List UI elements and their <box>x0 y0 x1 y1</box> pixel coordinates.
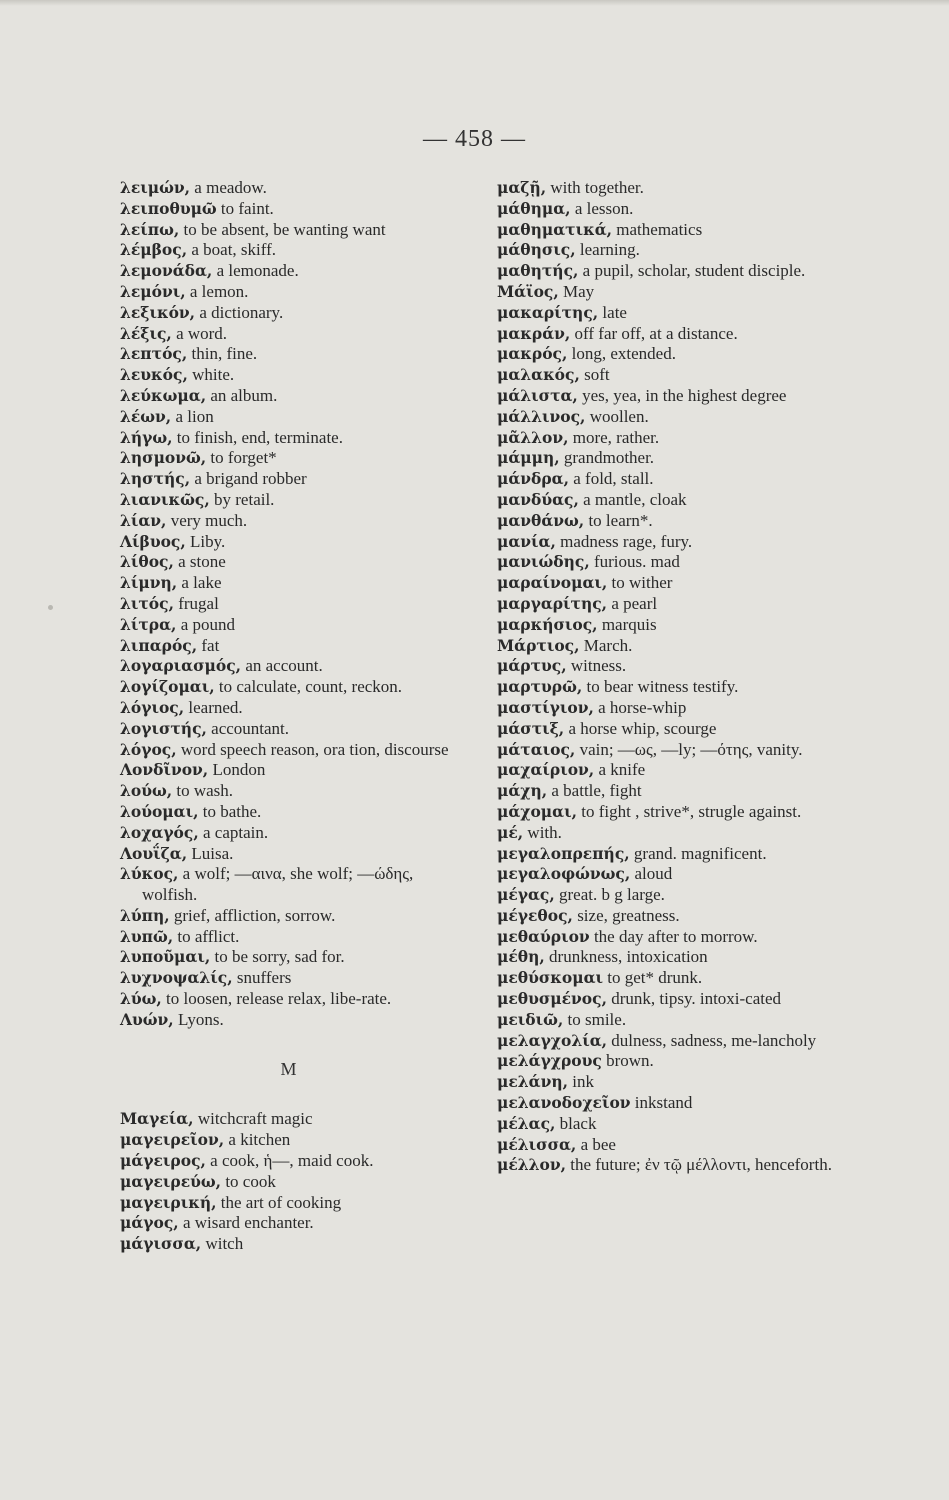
entry-headword: μαγειρεύω, <box>120 1171 222 1191</box>
dictionary-entry <box>120 968 458 989</box>
dictionary-entry <box>120 448 458 469</box>
dictionary-entry <box>497 615 837 636</box>
entry-definition: with. <box>527 822 562 842</box>
dictionary-entry <box>120 677 458 698</box>
dictionary-entry <box>120 864 458 906</box>
entry-definition: a pupil, scholar, student disciple. <box>582 261 806 281</box>
entry-definition: thin, fine. <box>191 344 258 364</box>
entry-headword: λιανικῶς, <box>120 489 210 509</box>
entry-headword: μελαγχολία, <box>497 1030 608 1050</box>
entry-definition: an album. <box>210 385 278 405</box>
entry-definition: a lemonade. <box>216 261 299 281</box>
entry-definition: a pound <box>180 614 235 634</box>
entry-headword: λόγος, <box>120 739 177 759</box>
dictionary-entry <box>120 656 458 677</box>
entry-headword: μαγειρεῖον, <box>120 1130 225 1150</box>
dictionary-entry <box>497 552 837 573</box>
dictionary-entry <box>120 1234 458 1255</box>
entry-headword: μελανοδοχεῖον <box>497 1093 631 1113</box>
entry-headword: μάταιος, <box>497 739 576 759</box>
dictionary-entry <box>497 199 837 220</box>
entry-headword: λύω, <box>120 989 162 1009</box>
dictionary-entry <box>497 636 837 657</box>
entry-headword: μάχομαι, <box>497 801 577 821</box>
dictionary-entry <box>497 448 837 469</box>
entry-headword: Μάρτιος, <box>497 635 580 655</box>
entry-definition: vain; —ως, —ly; —ότης, vanity. <box>579 739 803 759</box>
entry-headword: λεύκωμα, <box>120 385 207 405</box>
entry-headword: μανιώδης, <box>497 552 590 572</box>
dictionary-entry <box>497 490 837 511</box>
entry-definition: a lesson. <box>574 198 634 218</box>
entry-definition: witch <box>205 1234 244 1254</box>
dictionary-entry <box>497 428 837 449</box>
entry-headword: Μάϊος, <box>497 281 559 301</box>
entry-headword: μάγειρος, <box>120 1151 206 1171</box>
entry-definition: London <box>212 760 266 780</box>
left-column-lambda-entries <box>120 178 458 1031</box>
entry-definition: black <box>559 1113 597 1133</box>
entry-headword: λύπη, <box>120 905 170 925</box>
entry-definition: snuffers <box>236 968 292 988</box>
entry-headword: μεθαύριον <box>497 926 590 946</box>
entry-headword: λειμών, <box>120 178 191 197</box>
entry-definition: a captain. <box>202 822 269 842</box>
dictionary-entry <box>497 927 837 948</box>
entry-definition: a lion <box>175 406 214 426</box>
entry-definition: to learn*. <box>588 510 653 530</box>
entry-headword: λέων, <box>120 406 172 426</box>
entry-headword: μαραίνομαι, <box>497 573 608 593</box>
dictionary-entry <box>120 511 458 532</box>
entry-definition: learning. <box>579 240 640 260</box>
entry-headword: λεμονάδα, <box>120 261 213 281</box>
entry-headword: λείπω, <box>120 219 180 239</box>
entry-definition: grandmother. <box>563 448 655 468</box>
entry-headword: μανθάνω, <box>497 510 585 530</box>
entry-headword: Μαγεία, <box>120 1109 194 1129</box>
entry-definition: drunkness, intoxication <box>549 947 708 967</box>
entry-headword: μελάνη, <box>497 1072 568 1092</box>
entry-definition: brown. <box>606 1051 654 1071</box>
entry-headword: λέξις, <box>120 323 172 343</box>
entry-headword: μαστίγιον, <box>497 697 594 717</box>
entry-definition: witness. <box>570 656 627 676</box>
section-letter: M <box>280 1058 298 1079</box>
entry-headword: μαζῇ, <box>497 178 547 197</box>
entry-headword: μάθησις, <box>497 240 576 260</box>
entry-definition: woollen. <box>589 406 649 426</box>
dictionary-entry <box>120 199 458 220</box>
entry-headword: μάθημα, <box>497 198 571 218</box>
dictionary-entry <box>120 1109 458 1130</box>
dictionary-entry <box>497 968 837 989</box>
entry-definition: soft <box>584 365 610 385</box>
entry-headword: μακράν, <box>497 323 571 343</box>
entry-definition: to bathe. <box>202 801 262 821</box>
entry-definition: a lemon. <box>189 281 249 301</box>
dictionary-entry <box>120 823 458 844</box>
entry-definition: accountant. <box>211 718 290 738</box>
entry-headword: μάμμη, <box>497 448 560 468</box>
dictionary-entry <box>120 1213 458 1234</box>
entry-headword: μαρτυρῶ, <box>497 677 583 697</box>
entry-definition: the day after to morrow. <box>593 926 758 946</box>
dictionary-entry <box>497 1155 837 1176</box>
dictionary-entry <box>120 428 458 449</box>
entry-definition: to faint. <box>220 198 274 218</box>
entry-headword: λήγω, <box>120 427 173 447</box>
entry-headword: λογίζομαι, <box>120 677 215 697</box>
entry-definition: a pearl <box>611 593 658 613</box>
dictionary-entry <box>120 324 458 345</box>
entry-definition: a lake <box>181 573 222 593</box>
entry-definition: the art of cooking <box>220 1192 342 1212</box>
dictionary-entry <box>120 1172 458 1193</box>
entry-definition: Liby. <box>190 531 226 551</box>
entry-headword: λευκός, <box>120 365 188 385</box>
entry-headword: λεπτός, <box>120 344 188 364</box>
entry-headword: μέγας, <box>497 885 555 905</box>
entry-definition: very much. <box>170 510 248 530</box>
entry-headword: λιτός, <box>120 593 174 613</box>
entry-headword: μαγειρική, <box>120 1192 217 1212</box>
entry-definition: a bee <box>580 1134 616 1154</box>
dictionary-entry <box>120 469 458 490</box>
dictionary-entry <box>497 407 837 428</box>
entry-definition: a wolf; —αινα, she wolf; —ώδης, wolfish. <box>142 864 414 905</box>
dictionary-entry <box>120 240 458 261</box>
entry-definition: grand. magnificent. <box>633 843 767 863</box>
dictionary-entry <box>497 1114 837 1135</box>
entry-definition: drunk, tipsy. intoxi-cated <box>611 989 782 1009</box>
entry-definition: size, greatness. <box>577 905 680 925</box>
dictionary-entry <box>497 698 837 719</box>
entry-definition: a horse-whip <box>598 697 687 717</box>
dictionary-entry <box>497 1135 837 1156</box>
dictionary-entry <box>497 844 837 865</box>
entry-definition: to get* drunk. <box>607 968 703 988</box>
entry-headword: μάλλινος, <box>497 406 586 426</box>
entry-headword: λέμβος, <box>120 240 188 260</box>
dictionary-entry <box>497 469 837 490</box>
entry-definition: learned. <box>188 697 243 717</box>
dictionary-entry <box>120 407 458 428</box>
entry-headword: μαθητής, <box>497 261 579 281</box>
entry-definition: furious. mad <box>593 552 680 572</box>
entry-definition: a dictionary. <box>199 302 284 322</box>
entry-headword: λειποθυμῶ <box>120 198 217 218</box>
entry-definition: word speech reason, ora tion, discourse <box>180 739 449 759</box>
dictionary-entry <box>497 261 837 282</box>
entry-definition: off far off, at a distance. <box>574 323 738 343</box>
entry-definition: to be absent, be wanting want <box>183 219 386 239</box>
entry-definition: marquis <box>601 614 657 634</box>
entry-headword: λούω, <box>120 781 173 801</box>
entry-definition: to wash. <box>176 781 234 801</box>
entry-definition: more, rather. <box>572 427 660 447</box>
entry-headword: μειδιῶ, <box>497 1009 564 1029</box>
dictionary-entry <box>120 532 458 553</box>
dictionary-entry <box>497 864 837 885</box>
entry-definition: grief, affliction, sorrow. <box>173 905 336 925</box>
entry-headword: λησμονῶ, <box>120 448 207 468</box>
entry-headword: λίμνη, <box>120 573 178 593</box>
dictionary-entry <box>497 989 837 1010</box>
entry-headword: Λουΐζα, <box>120 843 188 863</box>
entry-definition: a brigand robber <box>194 469 307 489</box>
entry-definition: inkstand <box>634 1093 693 1113</box>
entry-definition: a mantle, cloak <box>583 489 687 509</box>
entry-definition: to fight , strive*, strugle against. <box>581 801 802 821</box>
dictionary-entry <box>120 927 458 948</box>
entry-definition: a horse whip, scourge <box>568 718 717 738</box>
dictionary-entry <box>497 719 837 740</box>
dictionary-entry <box>120 282 458 303</box>
dictionary-entry <box>120 760 458 781</box>
entry-headword: μάγος, <box>120 1213 179 1233</box>
dictionary-entry <box>120 594 458 615</box>
dictionary-entry <box>120 989 458 1010</box>
dictionary-entry <box>497 532 837 553</box>
entry-definition: ink <box>572 1072 594 1092</box>
entry-headword: μαργαρίτης, <box>497 593 608 613</box>
dictionary-entry <box>120 386 458 407</box>
entry-headword: μέλισσα, <box>497 1134 577 1154</box>
entry-definition: to afflict. <box>177 926 240 946</box>
entry-headword: λεμόνι, <box>120 281 186 301</box>
entry-headword: μάλιστα, <box>497 385 578 405</box>
entry-headword: λυχνοψαλίς, <box>120 968 233 988</box>
entry-headword: λίτρα, <box>120 614 177 634</box>
dictionary-entry <box>497 303 837 324</box>
dictionary-entry <box>120 220 458 241</box>
right-column <box>497 178 837 1176</box>
entry-headword: λίαν, <box>120 510 167 530</box>
entry-headword: λόγιος, <box>120 697 185 717</box>
entry-headword: λούομαι, <box>120 801 199 821</box>
entry-definition: a kitchen <box>228 1130 291 1150</box>
dictionary-entry <box>497 740 837 761</box>
dictionary-entry <box>497 823 837 844</box>
dictionary-entry <box>497 760 837 781</box>
entry-headword: μακαρίτης, <box>497 302 599 322</box>
dictionary-entry <box>120 303 458 324</box>
entry-definition: to smile. <box>567 1009 627 1029</box>
entry-definition: madness rage, fury. <box>560 531 693 551</box>
left-column-mu-entries <box>120 1109 458 1255</box>
dictionary-entry <box>497 677 837 698</box>
dictionary-entry <box>497 240 837 261</box>
dictionary-entry <box>497 220 837 241</box>
entry-headword: μάνδρα, <box>497 469 569 489</box>
entry-headword: μάχη, <box>497 781 548 801</box>
dictionary-entry <box>120 552 458 573</box>
dictionary-entry <box>497 594 837 615</box>
entry-definition: aloud <box>634 864 673 884</box>
entry-definition: long, extended. <box>571 344 676 364</box>
dictionary-entry <box>497 1051 837 1072</box>
dictionary-entry <box>497 885 837 906</box>
dictionary-entry <box>497 1031 837 1052</box>
dictionary-entry <box>497 802 837 823</box>
entry-definition: to be sorry, sad for. <box>214 947 345 967</box>
dictionary-entry <box>497 282 837 303</box>
entry-definition: to calculate, count, reckon. <box>218 677 403 697</box>
entry-definition: a cook, ἡ—, maid cook. <box>210 1151 374 1171</box>
entry-definition: a boat, skiff. <box>191 240 277 260</box>
entry-headword: μάρτυς, <box>497 656 567 676</box>
dictionary-entry <box>120 1151 458 1172</box>
entry-headword: μάστιξ, <box>497 718 565 738</box>
entry-definition: great. b g large. <box>559 885 665 905</box>
entry-definition: yes, yea, in the highest degree <box>582 385 787 405</box>
entry-definition: a meadow. <box>194 178 267 197</box>
entry-headword: μαθηματικά, <box>497 219 613 239</box>
entry-definition: a word. <box>176 323 228 343</box>
entry-definition: May <box>563 281 595 301</box>
entry-definition: by retail. <box>214 489 275 509</box>
entry-definition: to bear witness testify. <box>586 677 739 697</box>
dictionary-entry <box>497 365 837 386</box>
dictionary-entry <box>120 947 458 968</box>
entry-definition: fat <box>201 635 220 655</box>
entry-headword: μᾶλλον, <box>497 427 569 447</box>
dictionary-entry <box>120 802 458 823</box>
entry-definition: to loosen, release relax, libe-rate. <box>166 989 392 1009</box>
entry-headword: μέλας, <box>497 1113 556 1133</box>
dictionary-entry <box>120 740 458 761</box>
entry-headword: μάγισσα, <box>120 1234 202 1254</box>
entry-headword: μελάγχρους <box>497 1051 602 1071</box>
entry-headword: μανία, <box>497 531 556 551</box>
entry-headword: μέγεθος, <box>497 905 573 925</box>
dictionary-entry <box>497 573 837 594</box>
entry-definition: a knife <box>598 760 646 780</box>
entry-definition: to forget* <box>210 448 277 468</box>
entry-headword: λογιστής, <box>120 718 207 738</box>
entry-definition: dulness, sadness, me-lancholy <box>611 1030 817 1050</box>
entry-headword: μανδύας, <box>497 489 579 509</box>
dictionary-entry <box>120 698 458 719</box>
dictionary-entry <box>120 615 458 636</box>
entry-definition: the future; ἐν τῷ μέλλοντι, henceforth. <box>570 1155 832 1175</box>
entry-headword: μεθύσκομαι <box>497 968 604 988</box>
dictionary-entry <box>497 324 837 345</box>
dictionary-entry <box>120 1193 458 1214</box>
dictionary-entry <box>497 178 837 199</box>
dictionary-entry <box>497 511 837 532</box>
entry-definition: Luisa. <box>191 843 234 863</box>
dictionary-entry <box>120 1010 458 1031</box>
dictionary-entry <box>497 1010 837 1031</box>
entry-headword: Λονδῖνον, <box>120 760 209 780</box>
dictionary-entry <box>120 781 458 802</box>
entry-definition: Lyons. <box>177 1009 224 1029</box>
dictionary-entry <box>120 906 458 927</box>
dictionary-entry <box>120 365 458 386</box>
entry-headword: μέ, <box>497 822 524 842</box>
dictionary-entry <box>120 844 458 865</box>
entry-definition: a stone <box>178 552 226 572</box>
entry-headword: λυπῶ, <box>120 926 174 946</box>
entry-headword: Λυών, <box>120 1009 174 1029</box>
entry-definition: witchcraft magic <box>197 1109 313 1129</box>
dictionary-entry <box>120 1130 458 1151</box>
entry-headword: μεγαλοφώνως, <box>497 864 631 884</box>
entry-headword: λοχαγός, <box>120 822 199 842</box>
entry-definition: late <box>602 302 627 322</box>
entry-headword: λίθος, <box>120 552 174 572</box>
left-column <box>120 178 458 1255</box>
entry-headword: Λίβυος, <box>120 531 186 551</box>
dictionary-entry <box>497 1093 837 1114</box>
entry-headword: μέθη, <box>497 947 545 967</box>
dictionary-entry <box>120 178 458 199</box>
dictionary-entry <box>120 719 458 740</box>
entry-definition: white. <box>192 365 235 385</box>
entry-headword: μέλλον, <box>497 1155 566 1175</box>
entry-definition: to wither <box>611 573 673 593</box>
dictionary-entry <box>497 386 837 407</box>
entry-headword: λύκος, <box>120 864 179 884</box>
paper-speck <box>48 605 53 610</box>
dictionary-entry <box>120 636 458 657</box>
entry-headword: λυποῦμαι, <box>120 947 211 967</box>
entry-headword: μαρκήσιος, <box>497 614 598 634</box>
entry-definition: a battle, fight <box>551 781 642 801</box>
dictionary-entry <box>120 573 458 594</box>
dictionary-entry <box>497 947 837 968</box>
dictionary-entry <box>497 906 837 927</box>
dictionary-entry <box>120 490 458 511</box>
entry-definition: to cook <box>225 1171 276 1191</box>
dictionary-entry <box>497 344 837 365</box>
dictionary-entry <box>120 261 458 282</box>
entry-definition: with together. <box>550 178 644 197</box>
entry-headword: λογαριασμός, <box>120 656 242 676</box>
entry-definition: a wisard enchanter. <box>182 1213 314 1233</box>
entry-headword: μεθυσμένος, <box>497 989 607 1009</box>
entry-definition: frugal <box>178 593 219 613</box>
dictionary-entry <box>497 656 837 677</box>
entry-headword: λεξικόν, <box>120 302 196 322</box>
entry-headword: μεγαλοπρεπής, <box>497 843 630 863</box>
dictionary-entry <box>497 781 837 802</box>
page-top-edge <box>0 0 949 6</box>
entry-headword: μαχαίριον, <box>497 760 595 780</box>
entry-headword: ληστής, <box>120 469 191 489</box>
entry-definition: an account. <box>245 656 323 676</box>
entry-definition: to finish, end, terminate. <box>176 427 343 447</box>
dictionary-entry <box>120 344 458 365</box>
right-column-entries <box>497 178 837 1176</box>
page-number: — 458 — <box>423 126 526 152</box>
entry-definition: a fold, stall. <box>573 469 654 489</box>
entry-headword: λιπαρός, <box>120 635 198 655</box>
entry-headword: μακρός, <box>497 344 568 364</box>
entry-headword: μαλακός, <box>497 365 580 385</box>
entry-definition: mathematics <box>616 219 703 239</box>
dictionary-entry <box>497 1072 837 1093</box>
entry-definition: March. <box>583 635 633 655</box>
